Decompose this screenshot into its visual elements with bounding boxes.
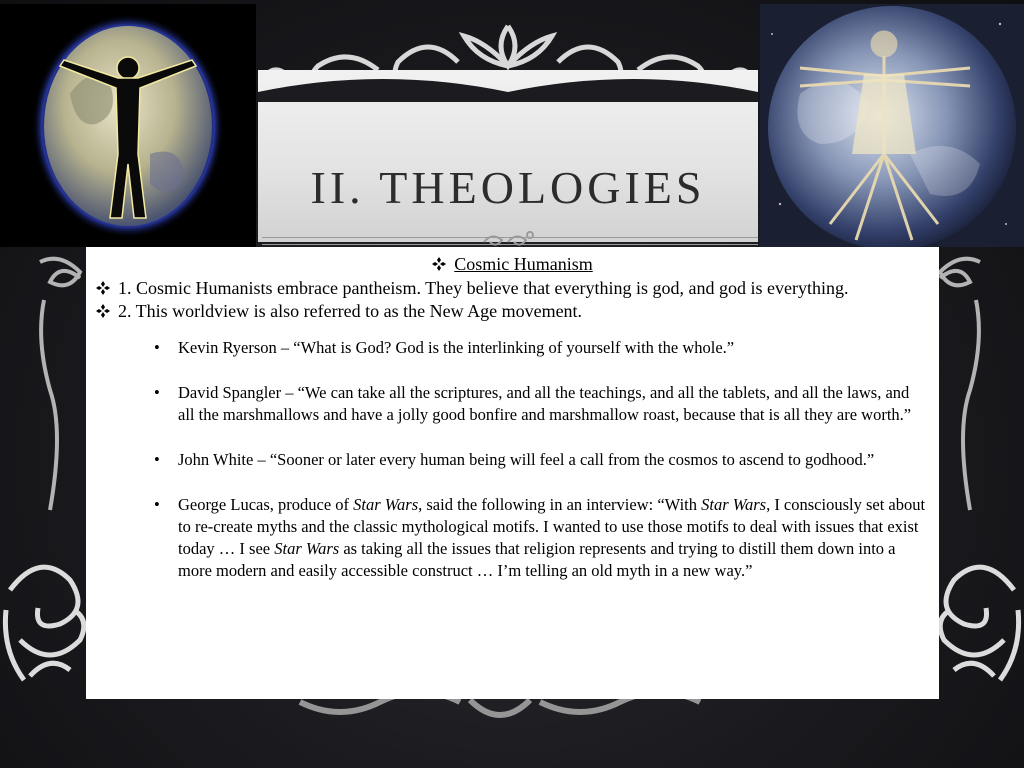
list-item — [154, 337, 929, 359]
quote-text: Kevin Ryerson – “What is God? God is the interlinking of yourself with the whole.” — [178, 338, 735, 357]
point-item — [96, 277, 929, 300]
content-panel — [86, 247, 939, 699]
section-heading — [96, 253, 929, 275]
bullet-icon: • — [154, 450, 160, 469]
diamond-bullet-icon — [432, 254, 446, 268]
film-title: Star Wars — [353, 495, 419, 514]
quote-list — [96, 337, 929, 582]
film-title: Star Wars — [274, 539, 340, 558]
film-title: Star Wars — [701, 495, 767, 514]
quote-part: as taking all the issues that religion represents and trying to distill them down into a more modern and easily accessible construct … I’m telling an old myth in a new way.” — [178, 539, 896, 580]
list-item — [154, 494, 929, 582]
quote-text — [178, 495, 925, 580]
quote-part: , said the following in an interview: “With — [418, 495, 702, 514]
point-text: 1. Cosmic Humanists embrace pantheism. They believe that everything is god, and god is everything. — [118, 278, 849, 298]
list-item — [154, 382, 929, 426]
heading-label: Cosmic Humanism — [454, 254, 593, 274]
diamond-bullet-icon — [96, 278, 110, 292]
bullet-icon: • — [154, 338, 160, 357]
page-title: II. THEOLOGIES — [310, 162, 706, 213]
quote-part: George Lucas, produce of — [178, 495, 354, 514]
vitruvian-woman-on-earth-image — [760, 4, 1024, 247]
bullet-icon: • — [154, 495, 160, 514]
man-on-earth-silhouette-image — [0, 4, 256, 247]
title-flourish-icon — [478, 230, 538, 248]
quote-part: , I consciously set about to re-create myths and the classic mythological motifs. I wanted to use those motifs to deal with issues that exist today … I see — [178, 495, 926, 558]
point-text: 2. This worldview is also referred to as the New Age movement. — [118, 301, 583, 321]
diamond-bullet-icon — [96, 301, 110, 315]
bullet-icon: • — [154, 383, 160, 402]
quote-text: David Spangler – “We can take all the scriptures, and all the teachings, and all the tablets, and all the laws, and all the marshmallows and have a jolly good bonfire and marshmallow roast, because that is all they are worth.” — [178, 383, 912, 424]
list-item — [154, 449, 929, 471]
banner-top-edge — [258, 62, 758, 102]
quote-text: John White – “Sooner or later every human being will feel a call from the cosmos to ascend to godhood.” — [178, 450, 875, 469]
ornament-bottom-right — [940, 567, 1018, 680]
point-item — [96, 300, 929, 323]
ornament-bottom-left — [5, 567, 83, 680]
